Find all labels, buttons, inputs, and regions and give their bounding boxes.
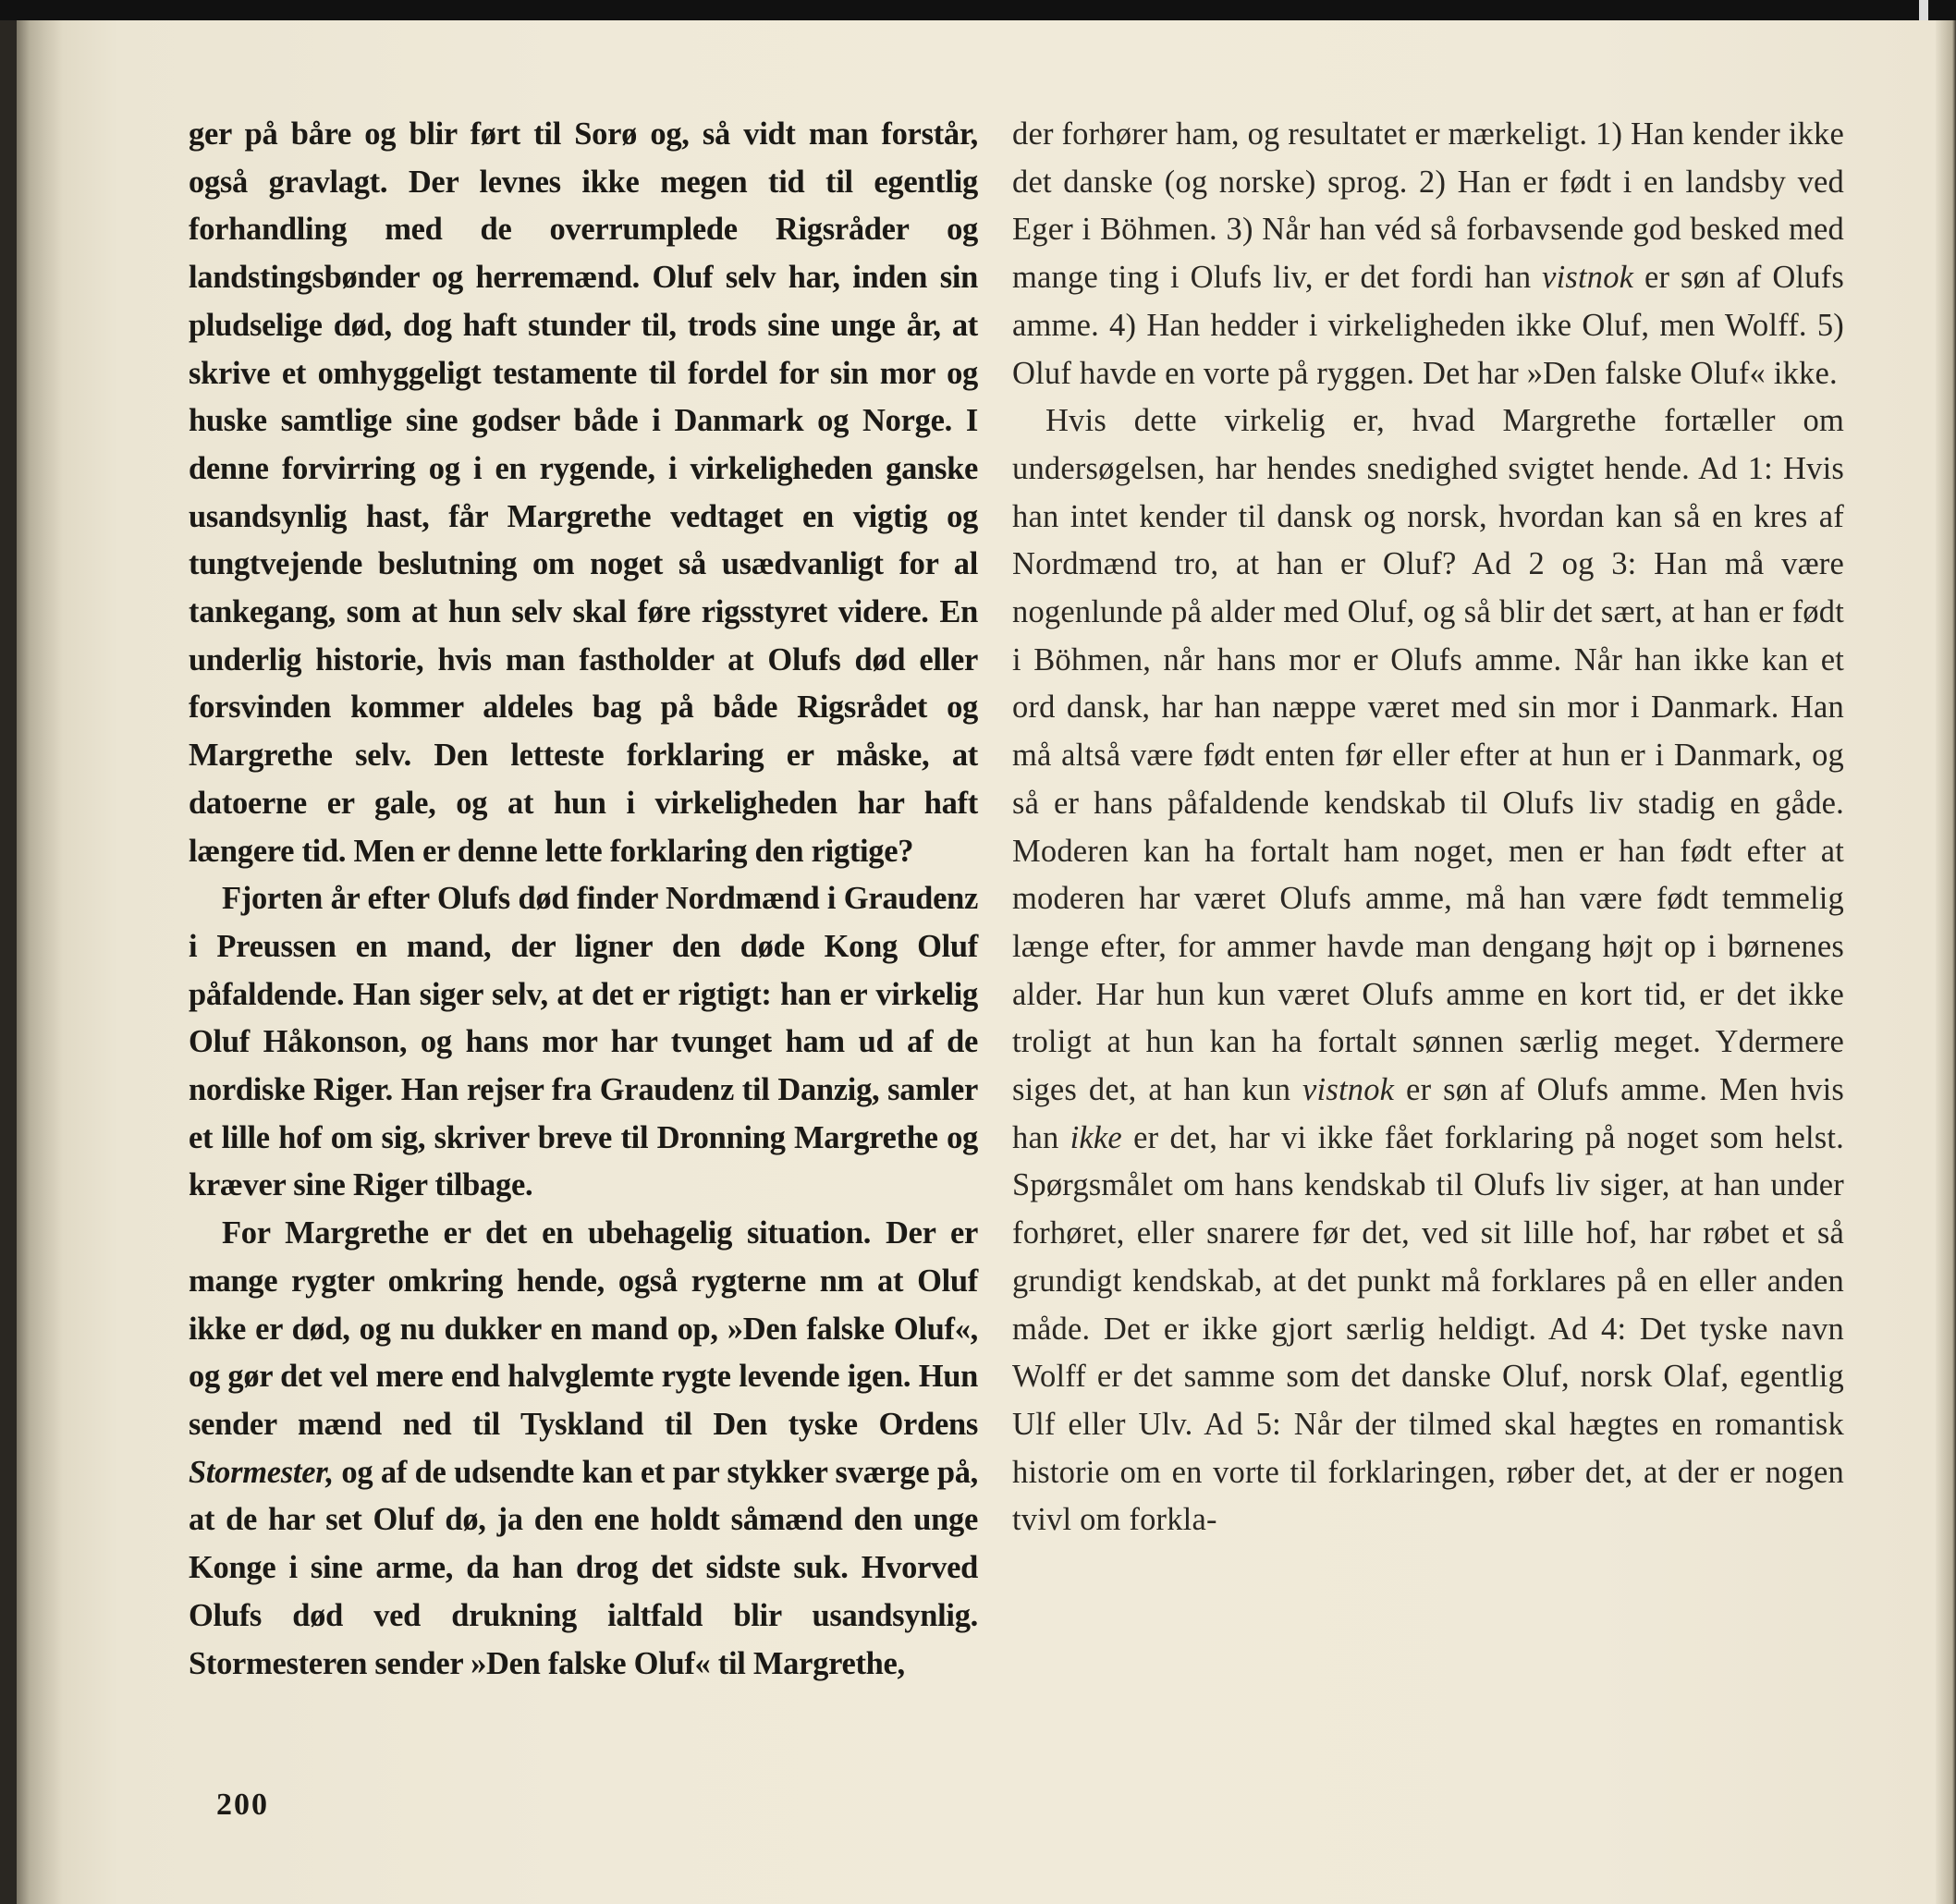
right-text-column (1012, 111, 1844, 1544)
gutter-shadow (17, 20, 63, 1904)
right-paragraph-2-italic-2: ikke (1070, 1119, 1122, 1155)
left-paragraph-3-italic: Stormester, (189, 1454, 334, 1490)
page-number: 200 (216, 1788, 269, 1822)
right-paragraph-2 (1012, 397, 1844, 1544)
right-paragraph-1-text-b: er søn af Olufs amme. 4) Han hedder i virkeligheden ikke Oluf, men Wolff. 5) Oluf havde en vorte på ryggen. Det har »Den falske Oluf« ikke. (1012, 260, 1844, 391)
page-right-edge (1936, 20, 1956, 1904)
right-paragraph-2-text-b: er søn af Olufs amme. Men hvis han (1012, 1072, 1844, 1155)
left-paragraph-2: Fjorten år efter Olufs død finder Nordmænd i Graudenz i Preussen en mand, der ligner den døde Kong Oluf påfaldende. Han siger selv, at det er rigtigt: han er virkelig Oluf Håkonson, og hans mor har tvunget ham ud af de nordiske Riger. Han rejser fra Graudenz til Danzig, samler et lille hof om sig, skriver breve til Dronning Margrethe og kræver sine Riger tilbage. (189, 881, 978, 1203)
right-paragraph-2-italic-1: vistnok (1302, 1072, 1395, 1108)
left-paragraph-3-text-a: For Margrethe er det en ubehagelig situation. Der er mange rygter omkring hende, også rygterne nm at Oluf ikke er død, og nu dukker en mand op, »Den falske Oluf«, og gør det vel mere end halvglemte rygte levende igen. Hun sender mænd ned til Tyskland til Den tyske Ordens (189, 1215, 978, 1442)
scan-top-edge (0, 0, 1956, 20)
right-paragraph-2-text-a: Hvis dette virkelig er, hvad Margrethe fortæller om undersøgelsen, har hendes snedighed svigtet hende. Ad 1: Hvis han intet kender til dansk og norsk, hvordan kan så en kres af Nordmænd tro, at han er Oluf? Ad 2 og 3: Han må være nogenlunde på alder med Oluf, og så blir det sært, at han er født i Böhmen, når hans mor er Olufs amme. Når han ikke kan et ord dansk, har han næppe været med sin mor i Danmark. Han må altså være født enten før eller efter at hun er i Danmark, og så er hans påfaldende kendskab til Olufs liv stadig en gåde. Moderen kan ha fortalt ham noget, men er han født efter at moderen har været Olufs amme, må han være født temmelig længe efter, for ammer havde man dengang højt op i børnenes alder. Har hun kun været Olufs amme en kort tid, er det ikke troligt at hun kan ha fortalt sønnen særlig meget. Ydermere siges det, at han kun (1012, 403, 1844, 1108)
left-text-column (189, 111, 978, 1688)
right-paragraph-1-text-a: der forhører ham, og resultatet er mærkeligt. 1) Han kender ikke det danske (og norske) sprog. 2) Han er født i en landsby ved Eger i Böhmen. 3) Når han véd så forbavsende god besked med mange ting i Olufs liv, er det fordi han (1012, 116, 1844, 296)
left-paragraph-1: ger på båre og blir ført til Sorø og, så vidt man forstår, også gravlagt. Der levnes ikke megen tid til egentlig forhandling med de overrumplede Rigsråder og landstingsbønder og herremænd. Oluf selv har, inden sin pludselige død, dog haft stunder til, trods sine unge år, at skrive et omhyggeligt testamente til fordel for sin mor og huske samtlige sine godser både i Danmark og Norge. I denne forvirring og i en rygende, i virkeligheden ganske usandsynlig hast, får Margrethe vedtaget en vigtig og tungtvejende beslutning om noget så usædvanligt for al tankegang, som at hun selv skal føre rigsstyret videre. En underlig historie, hvis man fastholder at Olufs død eller forsvinden kommer aldeles bag på både Rigsrådet og Margrethe selv. Den letteste forklaring er måske, at datoerne er gale, og at hun i virkeligheden har haft længere tid. Men er denne lette forklaring den rigtige? (189, 116, 978, 869)
right-paragraph-2-text-c: er det, har vi ikke fået forklaring på noget som helst. Spørgsmålet om hans kendskab til Olufs liv siger, at han under forhøret, eller snarere før det, ved sit lille hof, har røbet et så grundigt kendskab, at det punkt må forklares på en eller anden måde. Det er ikke gjort særlig heldigt. Ad 4: Det tyske navn Wolff er det samme som det danske Oluf, norsk Olaf, egentlig Ulf eller Ulv. Ad 5: Når der tilmed skal hægtes en romantisk historie om en vorte til forklaringen, røber det, at der er nogen tvivl om forkla- (1012, 1119, 1844, 1538)
scan-edge-mark (1919, 0, 1928, 20)
left-paragraph-3-text-b: og af de udsendte kan et par stykker sværge på, at de har set Oluf dø, ja den ene holdt såmænd den unge Konge i sine arme, da han drog det sidste suk. Hvorved Olufs død ved drukning ialtfald blir usandsynlig. Stormesteren sender »Den falske Oluf« til Margrethe, (189, 1454, 978, 1681)
left-paragraph-3 (189, 1210, 978, 1688)
right-paragraph-1 (1012, 111, 1844, 397)
right-paragraph-1-italic: vistnok (1542, 260, 1634, 296)
